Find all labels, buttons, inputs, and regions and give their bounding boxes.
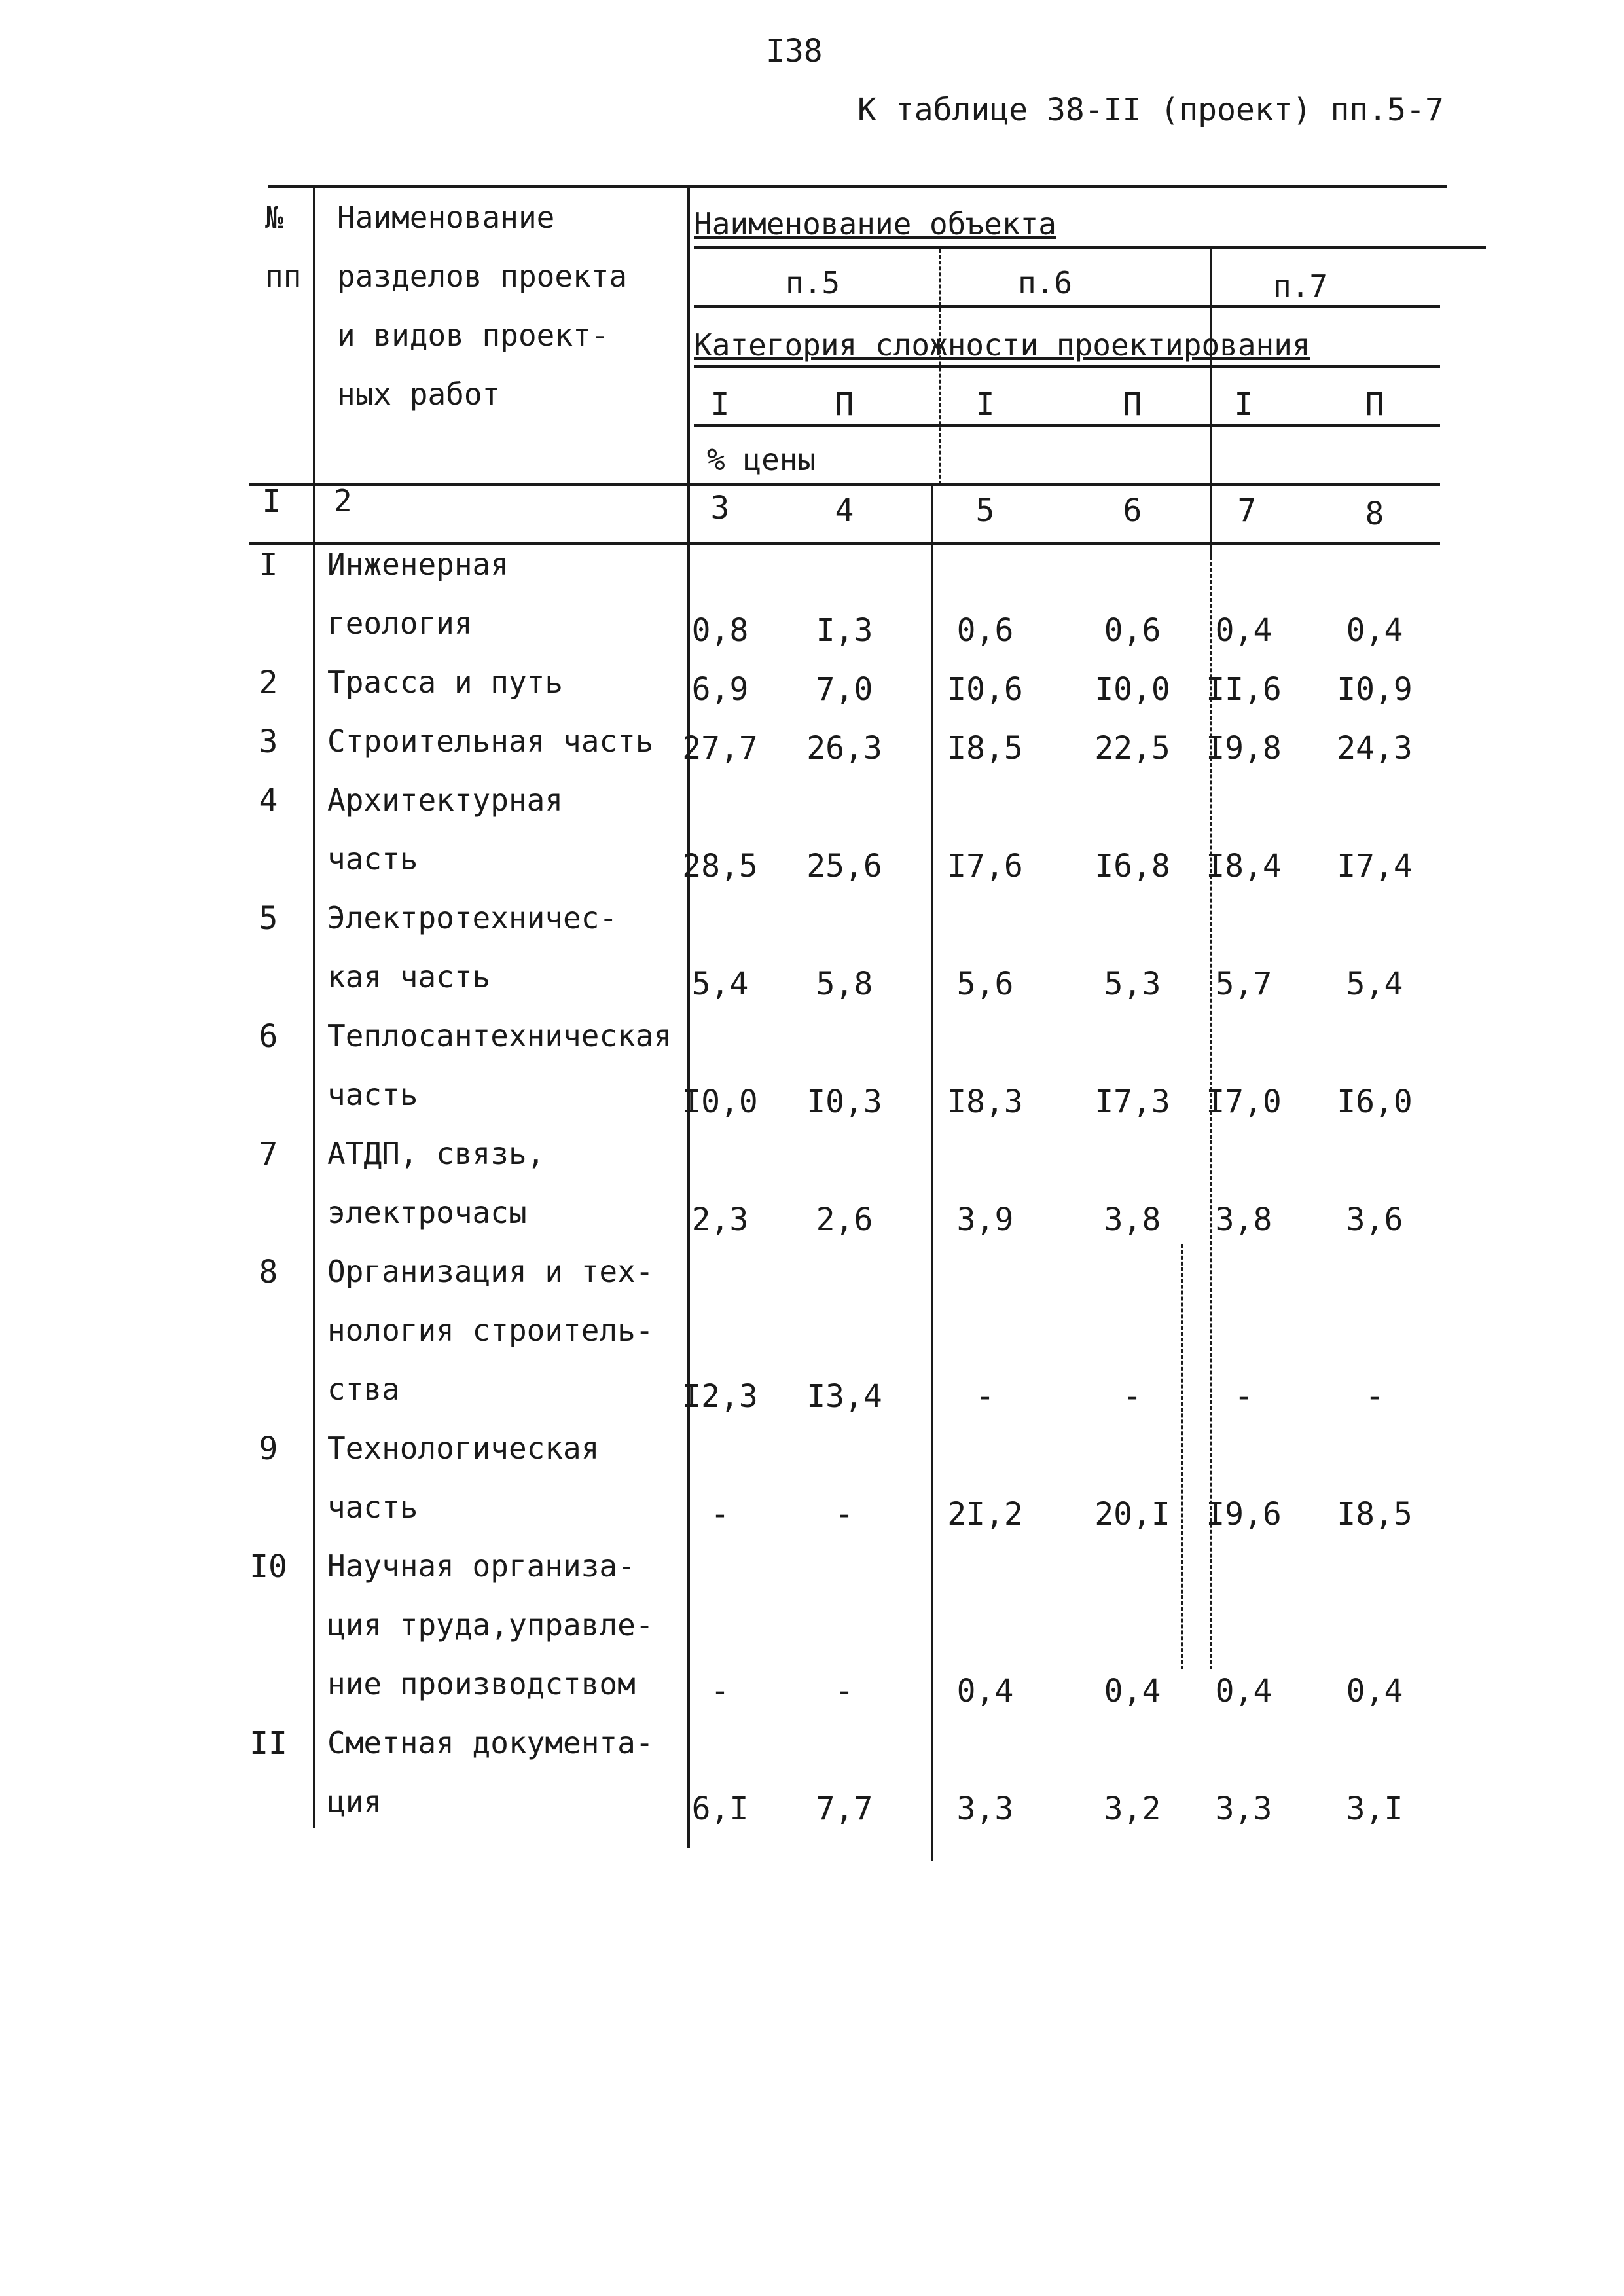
row-name-line: часть	[327, 1489, 418, 1525]
cell-col-3: 6,9	[691, 671, 749, 708]
cell-col-6: 20,I	[1094, 1496, 1170, 1533]
cell-col-6: 0,4	[1104, 1673, 1161, 1709]
name-header-line-1: Наименование	[337, 200, 555, 235]
table-caption: К таблице 38-II (проект) пп.5-7	[857, 92, 1444, 128]
cell-col-6: -	[1123, 1378, 1142, 1415]
row-name-line: Сметная документа-	[327, 1725, 654, 1760]
p7-cat-dash	[1181, 1244, 1183, 1669]
name-header-line-2: разделов проекта	[337, 259, 628, 294]
cell-col-7: 3,3	[1215, 1791, 1272, 1827]
row-name-line: АТДП, связь,	[327, 1136, 545, 1171]
row-name-line: Архитектурная	[327, 782, 564, 818]
cell-col-3: -	[710, 1673, 730, 1709]
cell-col-4: -	[835, 1496, 854, 1533]
category-c4: П	[835, 386, 854, 423]
cell-col-8: 3,I	[1346, 1791, 1403, 1827]
cell-col-5: 3,3	[956, 1791, 1014, 1827]
row-name-line: Технологическая	[327, 1430, 600, 1466]
cell-col-7: I9,6	[1206, 1496, 1282, 1533]
object-header: Наименование объекта	[694, 206, 1056, 242]
cell-col-3: -	[710, 1496, 730, 1533]
row-name-line: ция	[327, 1784, 382, 1819]
object-rule	[694, 246, 1486, 249]
category-c8: П	[1365, 386, 1384, 423]
cell-col-5: I8,3	[947, 1084, 1023, 1120]
row-name-line: Электротехничес-	[327, 900, 618, 936]
cell-col-4: -	[835, 1673, 854, 1709]
cell-col-5: 0,4	[956, 1673, 1014, 1709]
cell-col-3: 2,3	[691, 1201, 749, 1238]
cell-col-8: I8,5	[1337, 1496, 1413, 1533]
cell-col-5: 0,6	[956, 612, 1014, 649]
colnum-5: 5	[975, 492, 995, 529]
colnum-6: 6	[1123, 492, 1142, 529]
colnum-3: 3	[710, 490, 730, 526]
cell-col-6: 3,2	[1104, 1791, 1161, 1827]
cell-col-6: 22,5	[1094, 730, 1170, 767]
cell-col-5: I8,5	[947, 730, 1023, 767]
row-name-line: ция труда,управле-	[327, 1607, 654, 1643]
row-name-line: Научная организа-	[327, 1548, 636, 1584]
cell-col-3: 5,4	[691, 966, 749, 1002]
cell-col-6: 5,3	[1104, 966, 1161, 1002]
row-number: 9	[259, 1430, 278, 1467]
row-name-line: ства	[327, 1372, 400, 1407]
cell-col-6: 0,6	[1104, 612, 1161, 649]
cell-col-4: 25,6	[806, 848, 882, 884]
colnum-8: 8	[1365, 496, 1384, 532]
cell-col-7: 3,8	[1215, 1201, 1272, 1238]
category-rule	[694, 365, 1440, 368]
categories-rule	[694, 424, 1440, 427]
cell-col-7: I8,4	[1206, 848, 1282, 884]
cell-col-7: 5,7	[1215, 966, 1272, 1002]
page-number: I38	[766, 33, 823, 69]
cell-col-5: I0,6	[947, 671, 1023, 708]
cell-col-8: I0,9	[1337, 671, 1413, 708]
cell-col-5: 2I,2	[947, 1496, 1023, 1533]
category-c3: I	[710, 386, 730, 423]
price-header: % цены	[707, 442, 816, 477]
row-number: 2	[259, 665, 278, 701]
colnum-2: 2	[334, 483, 352, 519]
cell-col-4: 2,6	[816, 1201, 873, 1238]
cell-col-7: 0,4	[1215, 1673, 1272, 1709]
cell-col-8: 0,4	[1346, 612, 1403, 649]
table-top-rule	[268, 185, 1447, 188]
cell-col-3: 28,5	[682, 848, 758, 884]
cell-col-8: I6,0	[1337, 1084, 1413, 1120]
category-header: Категория сложности проектирования	[694, 327, 1310, 363]
cell-col-7: I7,0	[1206, 1084, 1282, 1120]
cell-col-7: II,6	[1206, 671, 1282, 708]
cell-col-4: 7,7	[816, 1791, 873, 1827]
category-c5: I	[975, 386, 995, 423]
object-p5: п.5	[785, 265, 840, 301]
cell-col-6: I7,3	[1094, 1084, 1170, 1120]
colnum-7: 7	[1237, 492, 1257, 529]
row-number: 7	[259, 1136, 278, 1173]
row-name-line: Инженерная	[327, 547, 509, 582]
object-p6: п.6	[1018, 265, 1073, 301]
cell-col-4: 26,3	[806, 730, 882, 767]
row-name-line: Трасса и путь	[327, 665, 564, 700]
cell-col-6: I0,0	[1094, 671, 1170, 708]
p5-p6-dash	[939, 249, 941, 484]
objects-rule	[694, 305, 1440, 308]
cell-col-8: 3,6	[1346, 1201, 1403, 1238]
row-number: II	[249, 1725, 287, 1762]
name-header-line-3: и видов проект-	[337, 318, 609, 353]
cell-col-4: I,3	[816, 612, 873, 649]
cell-col-4: I3,4	[806, 1378, 882, 1415]
row-name-line: Строительная часть	[327, 723, 654, 759]
cell-col-8: 5,4	[1346, 966, 1403, 1002]
cell-col-4: 7,0	[816, 671, 873, 708]
cell-col-3: I0,0	[682, 1084, 758, 1120]
name-col-border	[687, 185, 690, 1848]
cell-col-4: 5,8	[816, 966, 873, 1002]
row-number: 8	[259, 1254, 278, 1290]
cell-col-5: I7,6	[947, 848, 1023, 884]
cell-col-7: I9,8	[1206, 730, 1282, 767]
cell-col-7: -	[1234, 1378, 1254, 1415]
cell-col-8: I7,4	[1337, 848, 1413, 884]
cell-col-6: I6,8	[1094, 848, 1170, 884]
row-name-line: кая часть	[327, 959, 491, 994]
row-number: I	[259, 547, 278, 583]
cell-col-5: -	[975, 1378, 995, 1415]
num-header-pp: пп	[265, 259, 302, 294]
row-number: I0	[249, 1548, 287, 1585]
colnum-rule	[249, 542, 1440, 545]
row-name-line: нология строитель-	[327, 1313, 654, 1348]
row-name-line: Организация и тех-	[327, 1254, 654, 1289]
cell-col-5: 3,9	[956, 1201, 1014, 1238]
row-name-line: часть	[327, 841, 418, 877]
cell-col-3: I2,3	[682, 1378, 758, 1415]
cell-col-7: 0,4	[1215, 612, 1272, 649]
row-number: 4	[259, 782, 278, 819]
name-header-line-4: ных работ	[337, 376, 501, 412]
cell-col-3: 27,7	[682, 730, 758, 767]
cell-col-5: 5,6	[956, 966, 1014, 1002]
cell-col-3: 6,I	[691, 1791, 749, 1827]
object-p7: п.7	[1273, 268, 1328, 304]
row-name-line: часть	[327, 1077, 418, 1112]
num-col-border	[313, 185, 315, 1828]
category-c6: П	[1123, 386, 1142, 423]
row-number: 6	[259, 1018, 278, 1055]
cell-col-8: 24,3	[1337, 730, 1413, 767]
row-name-line: Теплосантехническая	[327, 1018, 672, 1053]
category-c7: I	[1234, 386, 1254, 423]
cell-col-3: 0,8	[691, 612, 749, 649]
row-name-line: электрочасы	[327, 1195, 527, 1230]
row-number: 3	[259, 723, 278, 760]
cell-col-6: 3,8	[1104, 1201, 1161, 1238]
cell-col-8: 0,4	[1346, 1673, 1403, 1709]
num-header-symbol: №	[265, 200, 283, 235]
price-rule	[249, 483, 1440, 486]
colnum-1: I	[262, 483, 281, 520]
row-number: 5	[259, 900, 278, 937]
colnum-4: 4	[835, 492, 854, 529]
cell-col-4: I0,3	[806, 1084, 882, 1120]
cell-col-8: -	[1365, 1378, 1384, 1415]
row-name-line: ние производством	[327, 1666, 636, 1702]
row-name-line: геология	[327, 606, 473, 641]
